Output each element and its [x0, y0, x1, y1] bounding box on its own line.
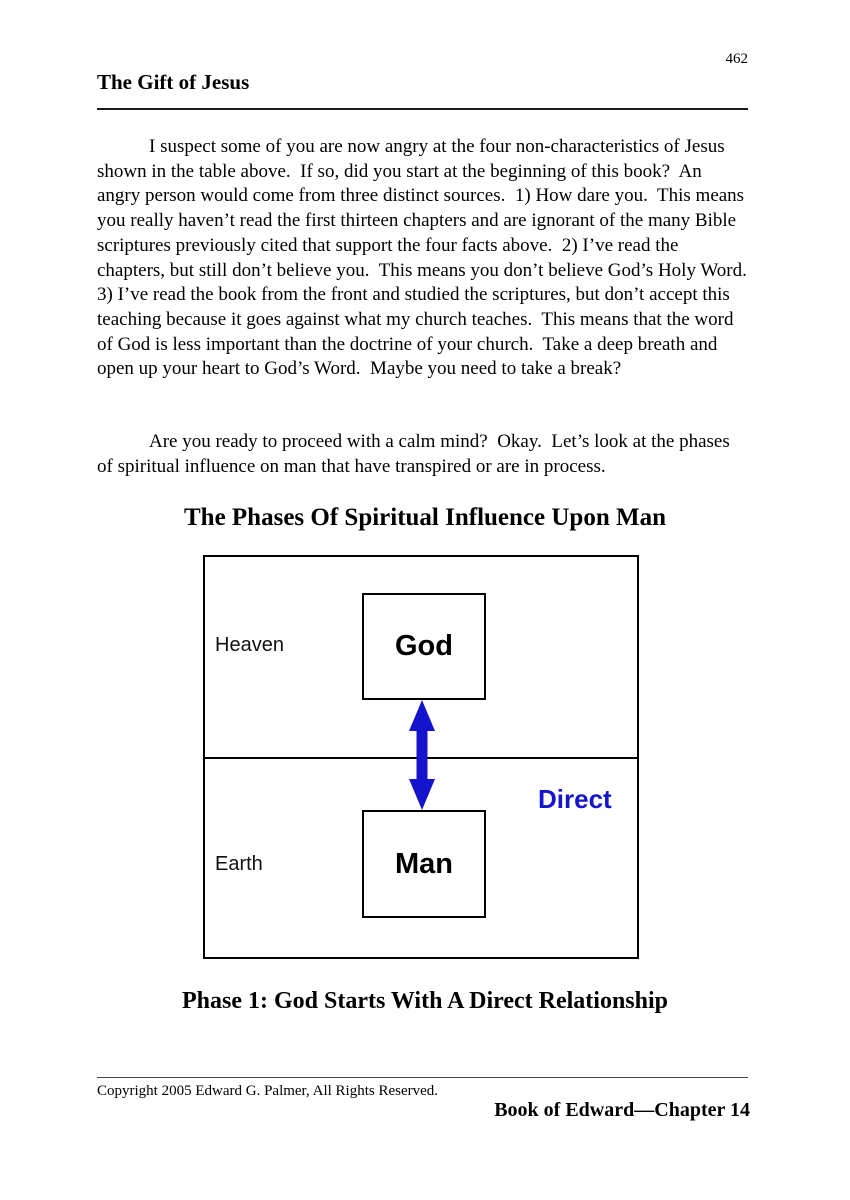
book-chapter-title: Book of Edward—Chapter 14: [494, 1099, 750, 1121]
heaven-earth-divider: [205, 757, 637, 759]
copyright-notice: Copyright 2005 Edward G. Palmer, All Rights Reserved.: [97, 1083, 439, 1099]
footer-rule: [97, 1077, 748, 1078]
double-arrow-shape: [409, 700, 435, 810]
man-node-label: Man: [395, 847, 453, 880]
figure-title: The Phases Of Spiritual Influence Upon Man: [183, 504, 666, 531]
heaven-region-label: Heaven: [215, 634, 284, 656]
body-paragraph-2: Are you ready to proceed with a calm mind? Okay. Let’s look at the phases of spiritual influence on man that have transpired or are in process.: [97, 431, 735, 477]
header-rule: [97, 108, 748, 110]
page-number: 462: [725, 51, 748, 67]
direct-relationship-label: Direct: [538, 784, 612, 814]
earth-region-label: Earth: [215, 853, 263, 875]
phases-diagram: [203, 555, 639, 959]
god-node-label: God: [395, 630, 453, 662]
running-header-title: The Gift of Jesus: [97, 70, 250, 94]
body-paragraph-1: I suspect some of you are now angry at the four non-characteristics of Jesus shown in the table above. If so, did you start at the beginning of this book? An angry person would come from three distinct sources. 1) How dare you. This means you really haven’t read the first thirteen chapters and are ignorant of the many Bible scriptures previously cited that support the four facts above. 2) I’ve read the chapters, but still don’t believe you. This means you don’t believe God’s Holy Word. 3) I’ve read the book from the front and studied the scriptures, but don’t accept this teaching because it goes against what my church teaches. This means that the word of God is less important than the doctrine of your church. Take a deep breath and open up your heart to God’s Word. Maybe you need to take a break?: [97, 136, 757, 380]
man-node-box: [362, 810, 486, 918]
god-node-box: [362, 593, 486, 700]
figure-caption: Phase 1: God Starts With A Direct Relationship: [181, 988, 669, 1014]
